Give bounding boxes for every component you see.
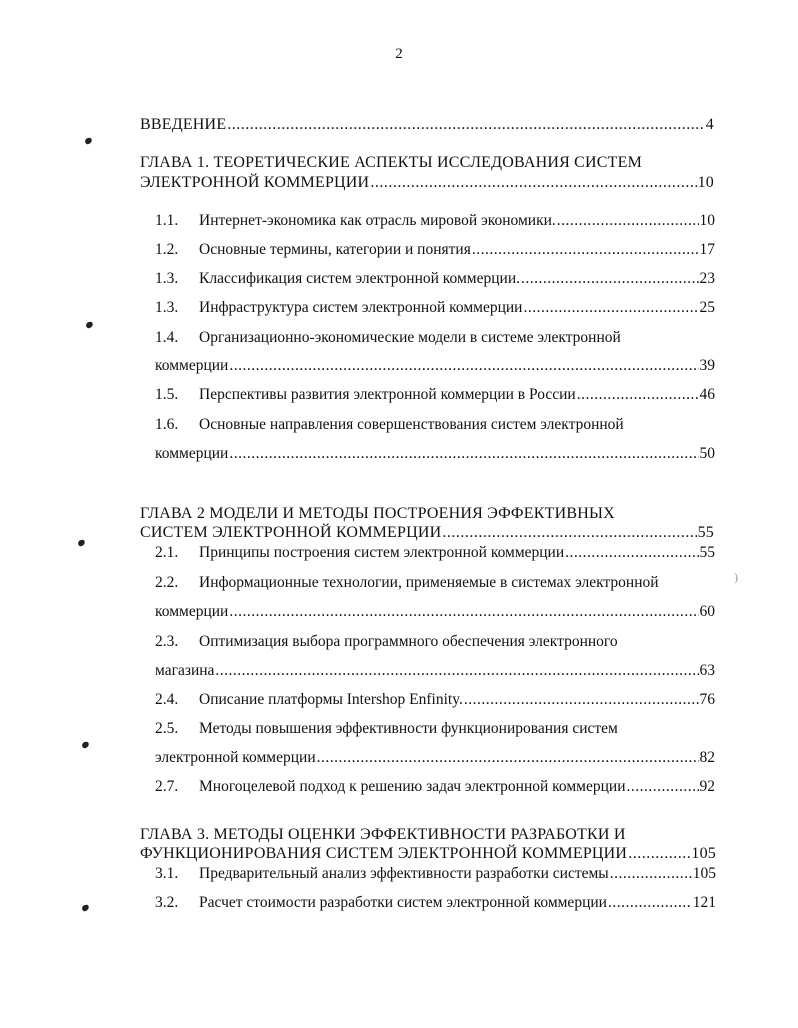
- toc-entry-intro[interactable]: [140, 116, 714, 134]
- toc-entry-text: Многоцелевой подход к решению задач электронной коммерции: [199, 778, 626, 795]
- leader-dots: [229, 357, 698, 375]
- toc-entry-first-line[interactable]: [155, 574, 659, 592]
- leader-dots: [442, 524, 696, 542]
- leader-dots: [610, 865, 692, 883]
- leader-dots: [464, 691, 699, 709]
- toc-entry-page: 60: [699, 603, 715, 620]
- toc-entry-text: Принципы построения систем электронной коммерции: [199, 544, 565, 561]
- toc-entry[interactable]: [155, 386, 715, 404]
- toc-entry-text: коммерции: [155, 357, 229, 374]
- toc-entry-text: Предварительный анализ эффективности разработки системы: [199, 865, 609, 882]
- section-number: 3.2.: [155, 894, 179, 911]
- section-number: 2.3.: [155, 633, 179, 650]
- section-number: 2.2.: [155, 574, 179, 591]
- toc-entry[interactable]: [155, 212, 715, 230]
- toc-entry-page: 63: [699, 662, 715, 679]
- toc-entry-first-line[interactable]: [155, 720, 618, 738]
- toc-entry[interactable]: [155, 544, 715, 562]
- section-number: 1.1.: [155, 212, 179, 229]
- leader-dots: [577, 386, 699, 404]
- leader-dots: [472, 241, 699, 259]
- toc-entry-text: Основные направления совершенствования систем электронной: [199, 416, 624, 433]
- page-number: 2: [395, 46, 403, 62]
- chapter-1-title-line-1: ГЛАВА 1. ТЕОРЕТИЧЕСКИЕ АСПЕКТЫ ИССЛЕДОВАНИЯ СИСТЕМ: [140, 154, 643, 171]
- toc-entry-text: Описание платформы Intershop Enfinity.: [199, 691, 463, 708]
- section-number: 1.2.: [155, 241, 179, 258]
- toc-entry-page: 10: [697, 174, 714, 191]
- leader-dots: [628, 845, 690, 863]
- toc-entry-text: Классификация систем электронной коммерции.: [199, 270, 520, 287]
- toc-entry-text: Информационные технологии, применяемые в системах электронной: [199, 574, 659, 591]
- toc-entry-page: 82: [699, 749, 715, 766]
- toc-entry-text: Перспективы развития электронной коммерции в России: [199, 386, 576, 403]
- section-number: 2.7.: [155, 778, 179, 795]
- toc-entry-page: 25: [699, 299, 715, 316]
- toc-entry[interactable]: [155, 270, 715, 288]
- leader-dots: [227, 116, 705, 134]
- toc-entry-page: 55: [699, 544, 715, 561]
- chapter-2-title-line-1: ГЛАВА 2 МОДЕЛИ И МЕТОДЫ ПОСТРОЕНИЯ ЭФФЕКТИВНЫХ: [140, 505, 615, 522]
- toc-entry-first-line[interactable]: [155, 329, 621, 347]
- section-number: 1.5.: [155, 386, 179, 403]
- toc-entry-text: Организационно-экономические модели в системе электронной: [199, 329, 621, 346]
- toc-entry-text: ФУНКЦИОНИРОВАНИЯ СИСТЕМ ЭЛЕКТРОННОЙ КОММЕРЦИИ: [140, 845, 628, 862]
- toc-entry-chapter-2[interactable]: [140, 524, 714, 542]
- toc-entry-continuation[interactable]: [155, 662, 715, 680]
- toc-entry-text: СИСТЕМ ЭЛЕКТРОННОЙ КОММЕРЦИИ: [140, 524, 442, 541]
- toc-entry-text: Расчет стоимости разработки систем электронной коммерции: [199, 894, 607, 911]
- toc-entry-text: Методы повышения эффективности функционирования систем: [199, 720, 618, 737]
- toc-entry-page: 50: [699, 445, 715, 462]
- toc-entry[interactable]: [155, 894, 716, 912]
- toc-entry-text: Оптимизация выбора программного обеспечения электронного: [199, 633, 618, 650]
- section-number: 1.6.: [155, 416, 179, 433]
- section-number: 2.1.: [155, 544, 179, 561]
- toc-entry-page: 92: [699, 778, 715, 795]
- toc-entry-text: коммерции: [155, 603, 229, 620]
- toc-entry-page: 46: [699, 386, 715, 403]
- toc-entry[interactable]: [155, 241, 715, 259]
- toc-entry-continuation[interactable]: [155, 357, 715, 375]
- leader-dots: [557, 212, 699, 230]
- leader-dots: [317, 749, 699, 767]
- leader-dots: [370, 174, 696, 192]
- chapter-3-title-line-1: ГЛАВА 3. МЕТОДЫ ОЦЕНКИ ЭФФЕКТИВНОСТИ РАЗРАБОТКИ И: [140, 826, 626, 843]
- toc-entry[interactable]: [155, 778, 715, 796]
- section-number: 1.4.: [155, 329, 179, 346]
- toc-entry-page: 105: [691, 845, 716, 862]
- toc-entry-text: ЭЛЕКТРОННОЙ КОММЕРЦИИ: [140, 174, 370, 191]
- leader-dots: [229, 603, 698, 621]
- toc-entry-continuation[interactable]: [155, 603, 715, 621]
- toc-entry-page: 23: [699, 270, 715, 287]
- section-number: 1.3.: [155, 270, 179, 287]
- toc-entry-page: 39: [699, 357, 715, 374]
- toc-entry-page: 10: [699, 212, 715, 229]
- section-number: 3.1.: [155, 865, 179, 882]
- margin-mark: ): [734, 570, 738, 584]
- toc-entry-page: 121: [692, 894, 716, 911]
- toc-entry-text: Интернет-экономика как отрасль мировой экономики.: [199, 212, 556, 229]
- toc-entry-page: 4: [705, 116, 714, 133]
- leader-dots: [521, 270, 699, 288]
- toc-entry-continuation[interactable]: [155, 749, 715, 767]
- toc-entry-text: Инфраструктура систем электронной коммерции: [199, 299, 523, 316]
- toc-entry-text: электронной коммерции: [155, 749, 316, 766]
- leader-dots: [229, 445, 698, 463]
- leader-dots: [627, 778, 699, 796]
- toc-entry-text: Основные термины, категории и понятия: [199, 241, 471, 258]
- toc-entry-page: 105: [692, 865, 716, 882]
- toc-entry[interactable]: [155, 865, 716, 883]
- section-number: 2.5.: [155, 720, 179, 737]
- toc-entry-text: магазина: [155, 662, 215, 679]
- toc-entry[interactable]: [155, 691, 715, 709]
- toc-entry-page: 17: [699, 241, 715, 258]
- toc-entry-first-line[interactable]: [155, 416, 624, 434]
- toc-entry-page: 55: [697, 524, 714, 541]
- section-number: 1.3.: [155, 299, 179, 316]
- leader-dots: [565, 544, 698, 562]
- section-number: 2.4.: [155, 691, 179, 708]
- toc-entry-page: 76: [699, 691, 715, 708]
- toc-entry-first-line[interactable]: [155, 633, 618, 651]
- toc-entry-text: ВВЕДЕНИЕ: [140, 116, 227, 133]
- leader-dots: [523, 299, 698, 317]
- leader-dots: [608, 894, 692, 912]
- toc-entry-chapter-1[interactable]: [140, 174, 714, 192]
- toc-entry[interactable]: [155, 299, 715, 317]
- toc-entry-continuation[interactable]: [155, 445, 715, 463]
- toc-entry-text: коммерции: [155, 445, 229, 462]
- leader-dots: [215, 662, 698, 680]
- toc-entry-chapter-3[interactable]: [140, 845, 716, 863]
